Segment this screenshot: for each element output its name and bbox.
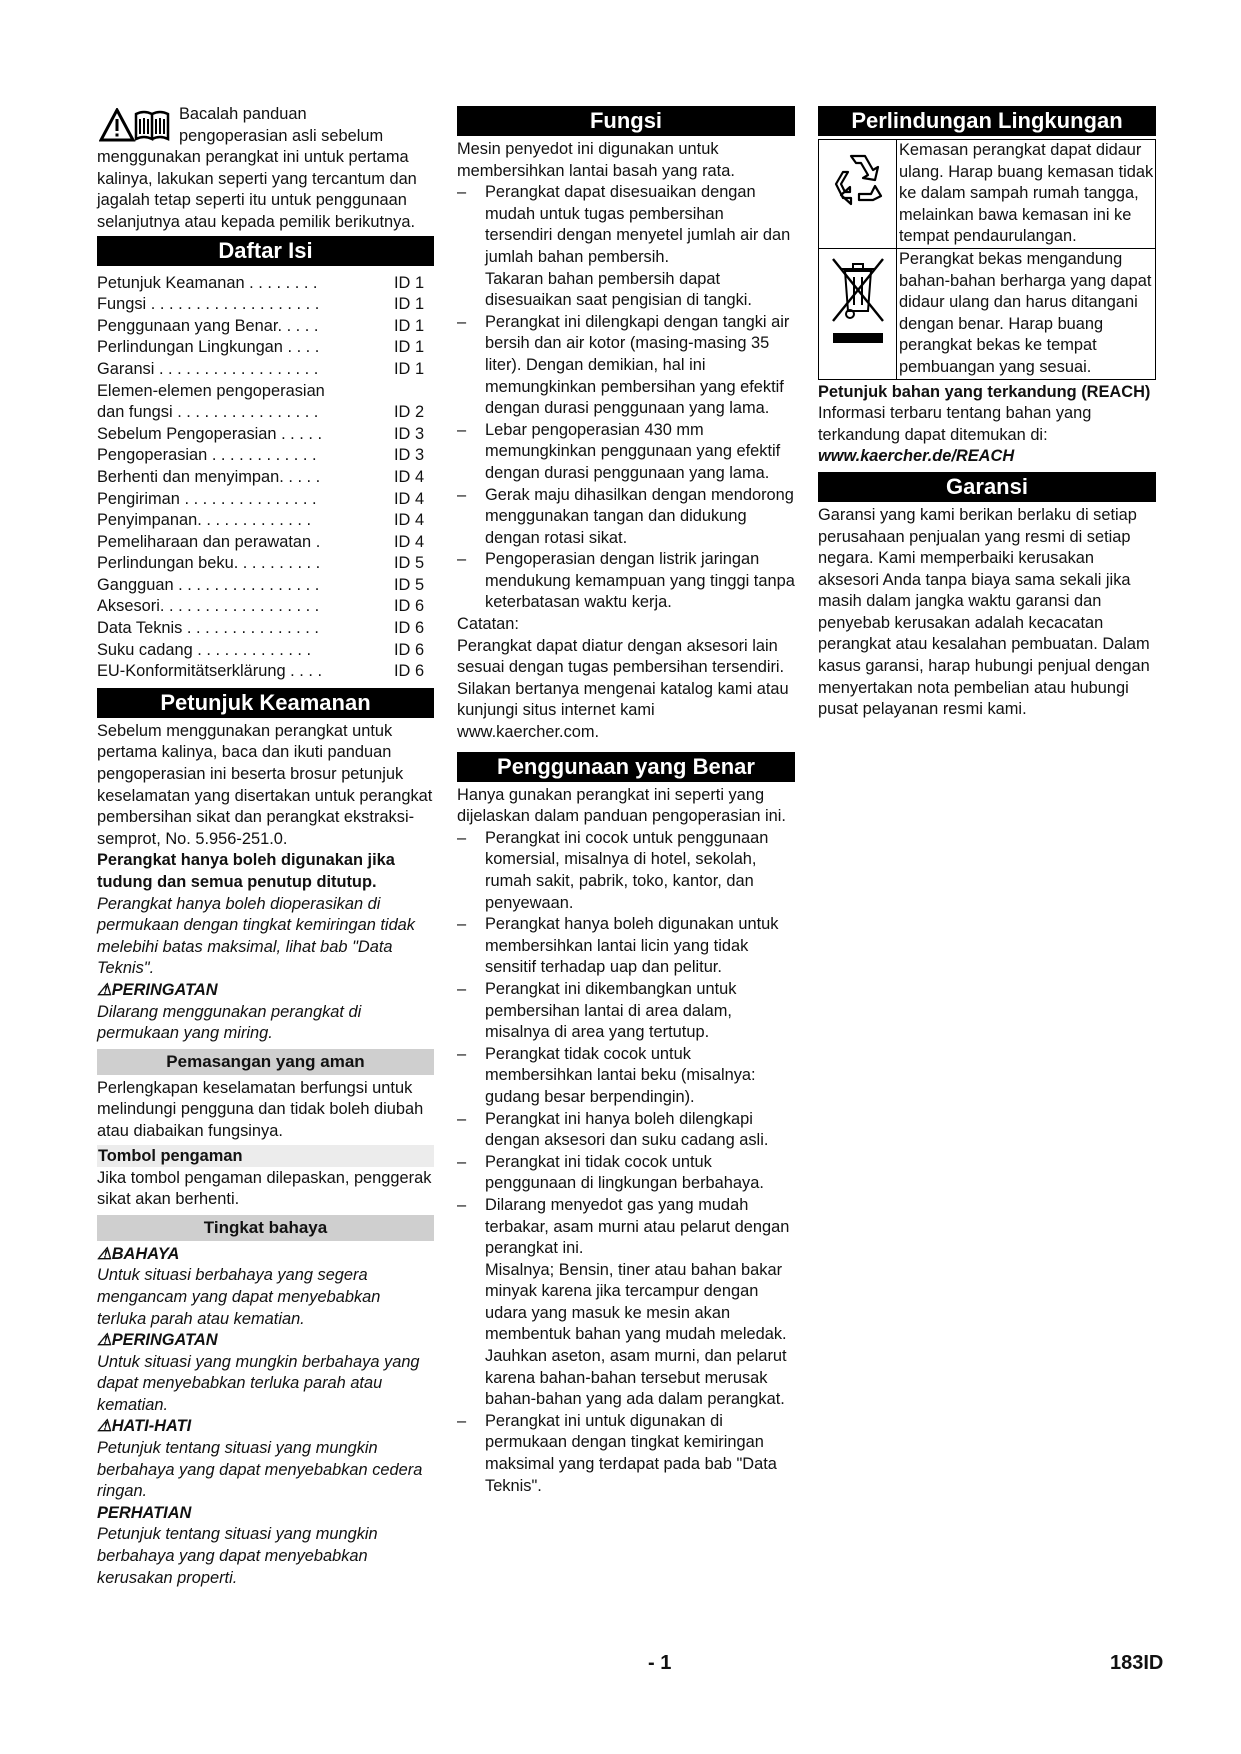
toc-item[interactable]: Gangguan . . . . . . . . . . . . . . . . ID 5 — [97, 575, 425, 594]
list-item: – Perangkat ini untuk digunakan di permukaan dengan tingkat kemiringan maksimal yang terdapat pada bab "Data Teknis". — [457, 1411, 795, 1497]
hazard-levels-heading: Tingkat bahaya — [97, 1215, 434, 1241]
proper-use-intro: Hanya gunakan perangkat ini seperti yang dijelaskan dalam panduan pengoperasian ini. — [457, 785, 786, 826]
caution-label: ⚠HATI-HATI — [97, 1417, 192, 1436]
toc-item[interactable]: Petunjuk Keamanan . . . . . . . . ID 1 — [97, 273, 425, 292]
recycle-row — [819, 140, 1155, 248]
warning-triangle-icon: ⚠ — [97, 1417, 112, 1436]
toc-item[interactable]: Garansi . . . . . . . . . . . . . . . . . . ID 1 — [97, 359, 425, 378]
toc-item[interactable]: Penggunaan yang Benar. . . . . ID 1 — [97, 316, 425, 335]
intro-text: menggunakan perangkat ini untuk pertama kalinya, lakukan seperti yang tercantum dan jagalah tetap seperti itu untuk penggunaan selanjutnya atau kepada pemilik berikutnya. — [97, 148, 417, 231]
safety-heading: Petunjuk Keamanan — [97, 688, 434, 718]
intro-line-2: pengoperasian asli sebelum — [179, 126, 384, 145]
function-heading: Fungsi — [457, 106, 795, 136]
list-item: – Perangkat ini dikembangkan untuk pembersihan lantai di area dalam, misalnya di area yang tertutup. — [457, 979, 795, 1044]
list-item: – Perangkat ini cocok untuk penggunaan komersial, misalnya di hotel, sekolah, rumah sakit, pabrik, toko, kantor, dan penyewaan. — [457, 828, 795, 914]
crossed-bin-icon — [819, 249, 897, 379]
list-item: – Perangkat tidak cocok untuk membersihkan lantai beku (misalnya: gudang besar berpendingin). — [457, 1044, 795, 1109]
warranty-heading: Garansi — [818, 472, 1156, 502]
toc-item[interactable]: EU-Konformitätserklärung . . . . ID 6 — [97, 662, 425, 681]
toc-list — [97, 273, 434, 683]
column-right — [818, 104, 1156, 721]
list-item: – Perangkat ini hanya boleh dilengkapi dengan aksesori dan suku cadang asli. — [457, 1109, 795, 1152]
toc-heading: Daftar Isi — [97, 236, 434, 266]
intro-line-1: Bacalah panduan — [179, 105, 307, 123]
proper-use-heading: Penggunaan yang Benar — [457, 752, 795, 782]
toc-item[interactable]: Penyimpanan. . . . . . . . . . . . . ID 4 — [97, 511, 425, 530]
safety-intro: Sebelum menggunakan perangkat untuk pertama kalinya, baca dan ikuti panduan pengoperasian ini beserta brosur petunjuk keselamatan yang disertakan untuk perangkat pembersihan sikat dan perangkat ekstraksi-semprot, No. 5.956-251.0. — [97, 721, 433, 848]
safety-warning-text: Dilarang menggunakan perangkat di permukaan yang miring. — [97, 1002, 362, 1043]
warning-triangle-icon: ⚠ — [97, 980, 112, 999]
warning-triangle-icon — [101, 110, 133, 140]
list-item: – Pengoperasian dengan listrik jaringan mendukung kemampuan yang tinggi tanpa keterbatasan waktu kerja. — [457, 549, 795, 614]
caution-text: Petunjuk tentang situasi yang mungkin berbahaya yang dapat menyebabkan cedera ringan. — [97, 1439, 423, 1501]
warning-text: Untuk situasi yang mungkin berbahaya yang dapat menyebabkan terluka parah atau kematian. — [97, 1352, 420, 1414]
safe-install-heading: Pemasangan yang aman — [97, 1049, 434, 1075]
list-item: – Dilarang menyedot gas yang mudah terbakar, asam murni atau pelarut dengan perangkat ini. Misalnya; Bensin, tiner atau bahan bakar minyak karena jika tercampur dengan udara yang masuk ke mesin akan membentuk bahan yang mudah meledak. Jauhkan aseton, asam murni, dan pelarut karena bahan-bahan tersebut merusak bahan-bahan yang ada dalam perangkat. — [457, 1195, 795, 1411]
recycle-icon — [819, 140, 897, 248]
column-middle — [457, 104, 795, 1497]
page-code: 183ID — [1110, 1652, 1164, 1674]
list-item: – Lebar pengoperasian 430 mm memungkinkan penggunaan yang efektif dengan durasi penggunaan yang lama. — [457, 420, 795, 485]
toc-item[interactable]: Perlindungan Lingkungan . . . . ID 1 — [97, 338, 425, 357]
page-number: - 1 — [648, 1652, 672, 1674]
list-item: – Perangkat hanya boleh digunakan untuk membersihkan lantai licin yang tidak sensitif terhadap uap dan pelitur. — [457, 914, 795, 979]
list-item: – Perangkat dapat disesuaikan dengan mudah untuk tugas pembersihan tersendiri dengan menyetel jumlah air dan jumlah bahan pembersih. Takaran bahan pembersih dapat disesuaikan saat pengisian di tangki. — [457, 182, 795, 312]
toc-item[interactable]: Suku cadang . . . . . . . . . . . . . ID 6 — [97, 640, 425, 659]
function-note-text: Perangkat dapat diatur dengan aksesori lain sesuai dengan tugas pembersihan tersendiri. — [457, 636, 785, 677]
toc-item[interactable]: dan fungsi . . . . . . . . . . . . . . . . ID 2 — [97, 403, 425, 422]
environment-heading: Perlindungan Lingkungan — [818, 106, 1156, 136]
list-item: – Perangkat ini tidak cocok untuk penggunaan di lingkungan berbahaya. — [457, 1152, 795, 1195]
danger-text: Untuk situasi berbahaya yang segera mengancam yang dapat menyebabkan terluka parah atau kematian. — [97, 1266, 381, 1328]
reach-heading: Petunjuk bahan yang terkandung (REACH) — [818, 382, 1151, 401]
toc-item[interactable]: Data Teknis . . . . . . . . . . . . . . . ID 6 — [97, 619, 425, 638]
column-left — [97, 104, 434, 1589]
toc-item[interactable]: Fungsi . . . . . . . . . . . . . . . . . . . ID 1 — [97, 295, 425, 314]
list-item: – Gerak maju dihasilkan dengan mendorong menggunakan tangan dan didukung dengan rotasi sikat. — [457, 485, 795, 550]
danger-label: ⚠BAHAYA — [97, 1244, 180, 1263]
warning-triangle-icon: ⚠ — [97, 1331, 112, 1350]
safety-slope-note: Perangkat hanya boleh dioperasikan di permukaan dengan tingkat kemiringan tidak melebihi batas maksimal, lihat bab "Data Teknis". — [97, 894, 415, 978]
toc-item[interactable]: Perlindungan beku. . . . . . . . . . ID 5 — [97, 554, 425, 573]
safe-install-text: Perlengkapan keselamatan berfungsi untuk melindungi pengguna dan tidak boleh diubah atau diabaikan fungsinya. — [97, 1078, 424, 1140]
warning-label: ⚠PERINGATAN — [97, 1331, 218, 1350]
intro-block — [97, 104, 434, 234]
function-note-label: Catatan: — [457, 615, 519, 634]
toc-item[interactable]: Berhenti dan menyimpan. . . . . ID 4 — [97, 467, 425, 486]
safety-warning-label: ⚠PERINGATAN — [97, 980, 218, 999]
toc-item[interactable]: Pengoperasian . . . . . . . . . . . . ID 3 — [97, 446, 425, 465]
notice-label: PERHATIAN — [97, 1503, 192, 1522]
toc-item[interactable]: Pemeliharaan dan perawatan . ID 4 — [97, 532, 425, 551]
reach-text: Informasi terbaru tentang bahan yang terkandung dapat ditemukan di: — [818, 404, 1092, 444]
function-intro: Mesin penyedot ini digunakan untuk membersihkan lantai basah yang rata. — [457, 140, 735, 180]
warning-triangle-icon: ⚠ — [97, 1244, 112, 1263]
list-item: – Perangkat ini dilengkapi dengan tangki air bersih dan air kotor (masing-masing 35 liter). Dengan demikian, hal ini memungkinkan pembersihan yang efektif dengan durasi penggunaan yang lama. — [457, 312, 795, 420]
toc-item[interactable]: Aksesori. . . . . . . . . . . . . . . . . . ID 6 — [97, 597, 425, 616]
weee-row — [819, 248, 1155, 379]
toc-item[interactable]: Elemen-elemen pengoperasian — [97, 381, 325, 400]
weee-text: Perangkat bekas mengandung bahan-bahan berharga yang dapat didaur ulang dan harus ditangani dengan benar. Harap buang perangkat bekas ke tempat pembuangan yang sesuai. — [899, 249, 1152, 376]
notice-text: Petunjuk tentang situasi yang mungkin berbahaya yang dapat menyebabkan kerusakan properti. — [97, 1525, 378, 1587]
toc-item[interactable]: Sebelum Pengoperasian . . . . . ID 3 — [97, 424, 425, 443]
warranty-text: Garansi yang kami berikan berlaku di setiap perusahaan penjualan yang resmi di setiap negara. Kami memperbaiki kerusakan aksesori Anda tanpa biaya sama sekali jika masih dalam jangka waktu garansi dan penyebab kerusakan adalah kecacatan perangkat atau kesalahan pembuatan. Dalam kasus garansi, harap hubungi penjual dengan menyertakan nota pembelian atau hubungi pusat pelayanan resmi kami. — [818, 505, 1150, 719]
recycle-text: Kemasan perangkat dapat didaur ulang. Harap buang kemasan tidak ke dalam sampah rumah tangga, melainkan bawa kemasan ini ke tempat pendaurulangan. — [899, 141, 1154, 246]
function-catalog-text: Silakan bertanya mengenai katalog kami atau kunjungi situs internet kami www.kaercher.com. — [457, 679, 789, 742]
manual-book-icon — [136, 112, 168, 139]
reach-link[interactable]: www.kaercher.de/REACH — [818, 447, 1015, 466]
function-list — [457, 182, 795, 614]
safety-button-text: Jika tombol pengaman dilepaskan, penggerak sikat akan berhenti. — [97, 1168, 432, 1209]
safety-button-heading: Tombol pengaman — [97, 1145, 434, 1167]
intro-icons — [99, 108, 171, 151]
environment-table — [818, 139, 1156, 380]
proper-use-list — [457, 828, 795, 1497]
toc-item[interactable]: Pengiriman . . . . . . . . . . . . . . . ID 4 — [97, 489, 425, 508]
safety-cover-note: Perangkat hanya boleh digunakan jika tudung dan semua penutup ditutup. — [97, 851, 395, 891]
